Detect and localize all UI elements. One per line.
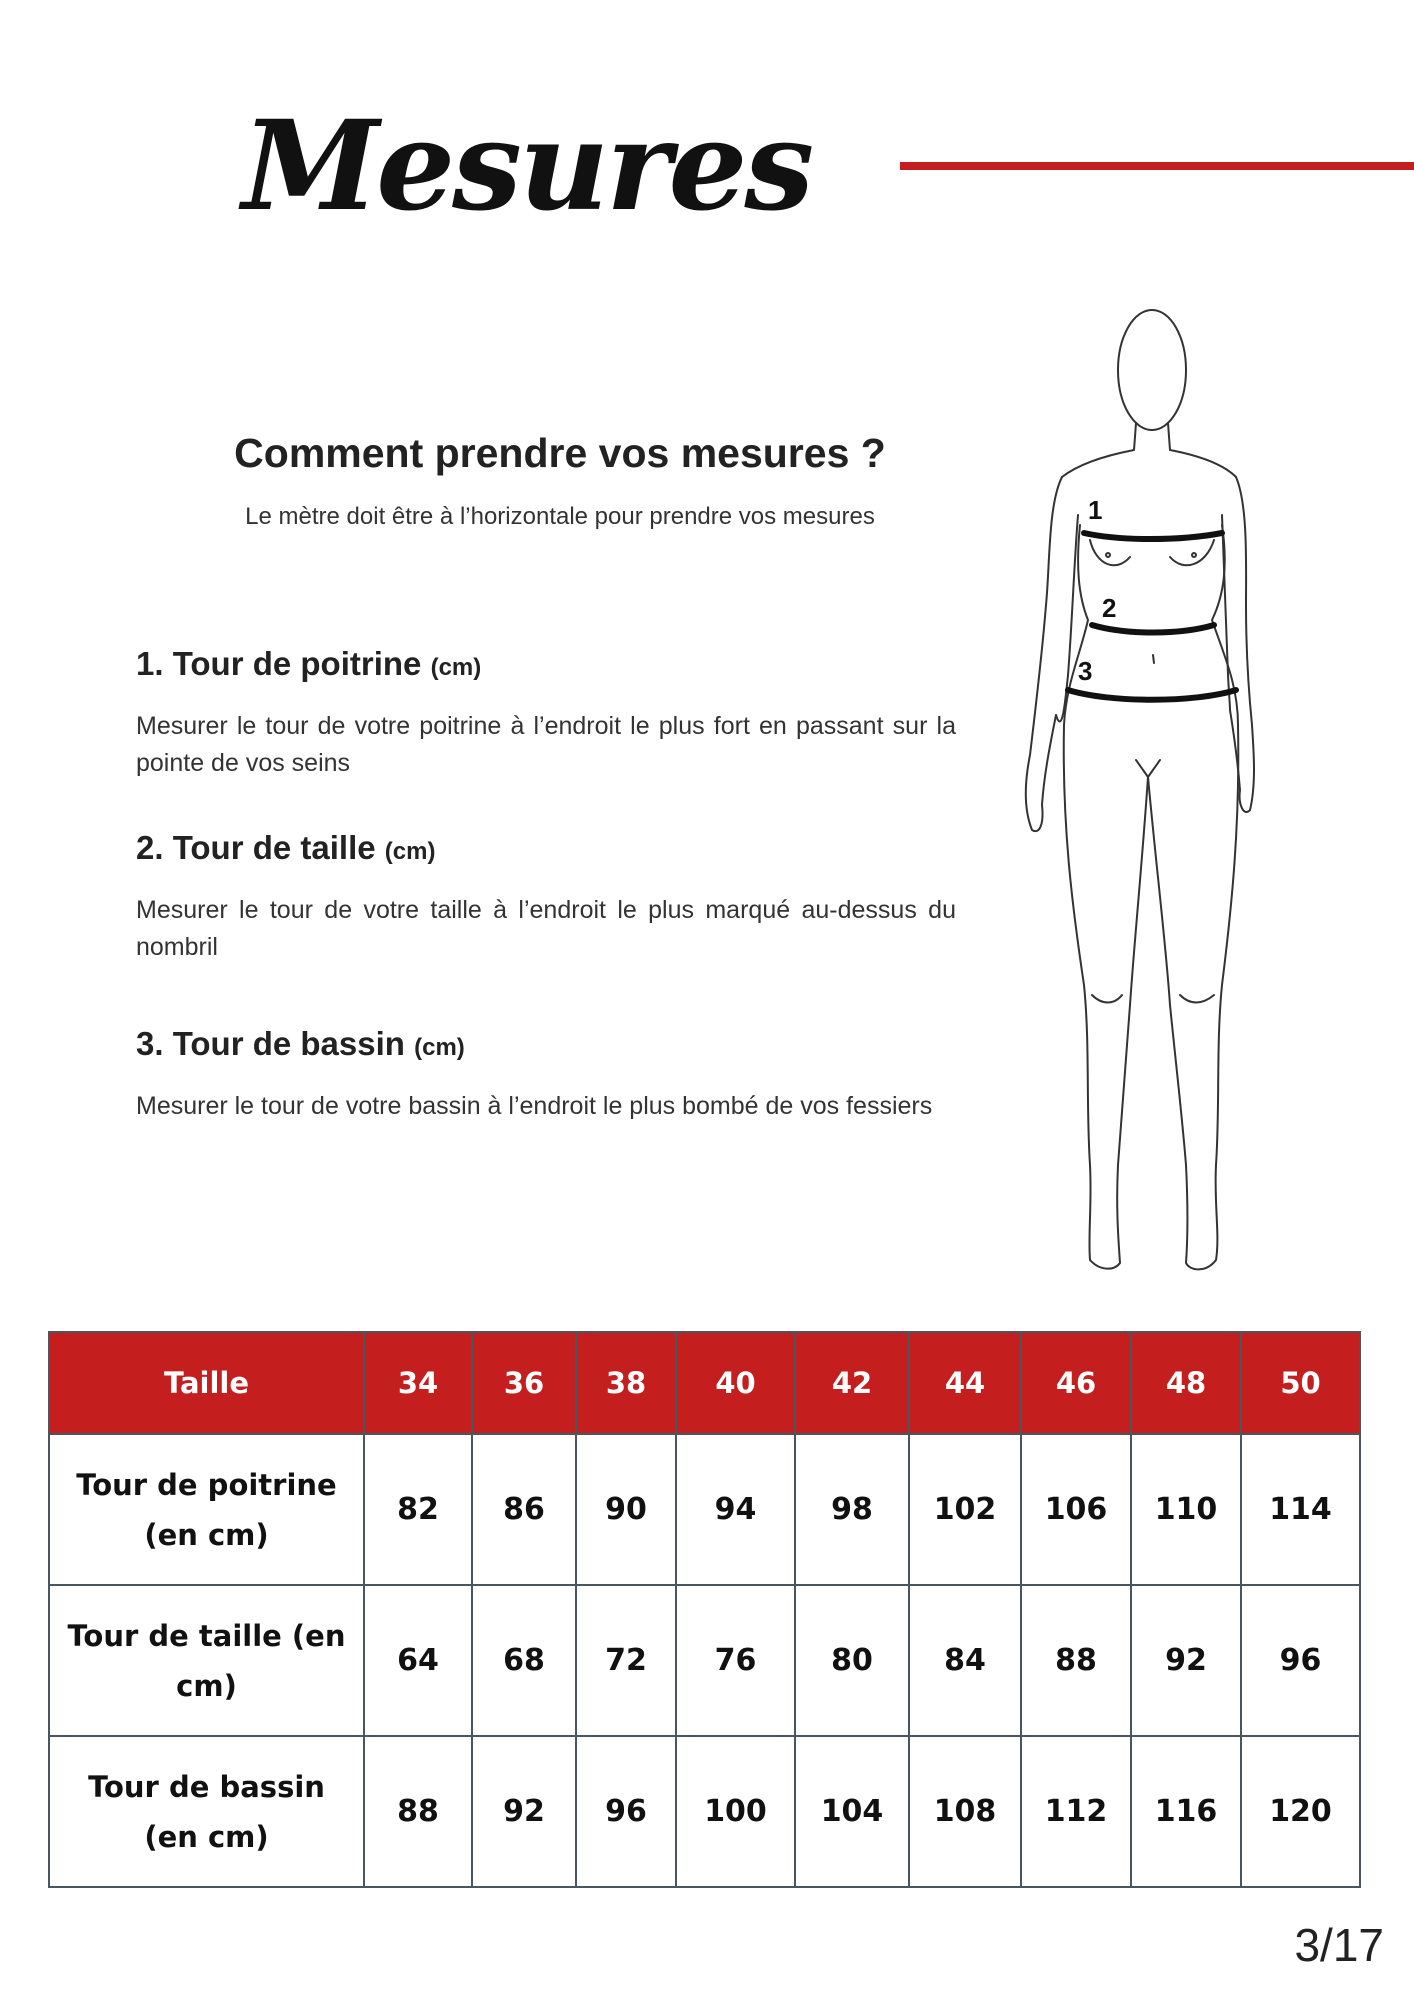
table-cell: 76: [676, 1585, 795, 1736]
table-cell: 116: [1131, 1736, 1241, 1887]
row-label: Tour de bassin (en cm): [49, 1736, 364, 1887]
table-cell: 120: [1241, 1736, 1360, 1887]
step-title: [136, 826, 956, 874]
table-row: [49, 1585, 1360, 1736]
marker-2: 2: [1102, 593, 1117, 623]
row-label: Tour de taille (en cm): [49, 1585, 364, 1736]
table-cell: 86: [472, 1434, 576, 1585]
column-header: 44: [909, 1332, 1021, 1434]
table-cell: 100: [676, 1736, 795, 1887]
marker-1: 1: [1088, 495, 1103, 525]
title-accent-rule: [900, 162, 1414, 170]
table-cell: 82: [364, 1434, 472, 1585]
step-description: Mesurer le tour de votre bassin à l’endroit le plus bombé de vos fessiers: [136, 1092, 933, 1120]
column-header: 48: [1131, 1332, 1241, 1434]
step-title-text: 3. Tour de bassin: [136, 1025, 405, 1062]
table-row: [49, 1434, 1360, 1585]
column-header: 46: [1021, 1332, 1131, 1434]
table-cell: 88: [364, 1736, 472, 1887]
column-header: 36: [472, 1332, 576, 1434]
howto-subtitle: Le mètre doit être à l’horizontale pour prendre vos mesures: [245, 503, 875, 530]
table-cell: 102: [909, 1434, 1021, 1585]
column-header: 38: [576, 1332, 676, 1434]
table-cell: 94: [676, 1434, 795, 1585]
step-unit: (cm): [430, 654, 482, 681]
marker-3: 3: [1078, 656, 1093, 686]
step-waist: [136, 826, 956, 966]
table-header-row: [49, 1332, 1360, 1434]
column-header: 42: [795, 1332, 909, 1434]
howto-heading: Comment prendre vos mesures ?: [234, 430, 886, 476]
step-unit: (cm): [384, 838, 436, 865]
table-cell: 88: [1021, 1585, 1131, 1736]
row-label: Tour de poitrine (en cm): [49, 1434, 364, 1585]
column-header: 40: [676, 1332, 795, 1434]
table-cell: 92: [1131, 1585, 1241, 1736]
table-cell: 106: [1021, 1434, 1131, 1585]
step-title: [136, 642, 956, 690]
table-cell: 80: [795, 1585, 909, 1736]
table-cell: 72: [576, 1585, 676, 1736]
table-cell: 98: [795, 1434, 909, 1585]
table-cell: 110: [1131, 1434, 1241, 1585]
step-title-text: 2. Tour de taille: [136, 829, 376, 866]
table-cell: 64: [364, 1585, 472, 1736]
table-row: [49, 1736, 1360, 1887]
table-cell: 84: [909, 1585, 1021, 1736]
table-cell: 90: [576, 1434, 676, 1585]
body-measurement-diagram-icon: [1010, 305, 1260, 1295]
step-description: Mesurer le tour de votre taille à l’endroit le plus marqué au-dessus du nombril: [136, 896, 956, 961]
column-header: 34: [364, 1332, 472, 1434]
table-cell: 108: [909, 1736, 1021, 1887]
page-number: 3/17: [1294, 1919, 1384, 1971]
step-title: [136, 1022, 956, 1070]
step-hips: [136, 1022, 956, 1125]
column-header: 50: [1241, 1332, 1360, 1434]
step-description: Mesurer le tour de votre poitrine à l’endroit le plus fort en passant sur la pointe de vos seins: [136, 712, 956, 777]
table-cell: 92: [472, 1736, 576, 1887]
table-cell: 96: [576, 1736, 676, 1887]
table-cell: 112: [1021, 1736, 1131, 1887]
table-cell: 96: [1241, 1585, 1360, 1736]
step-title-text: 1. Tour de poitrine: [136, 645, 422, 682]
table-cell: 114: [1241, 1434, 1360, 1585]
page-title: Mesures: [242, 94, 812, 239]
column-header: Taille: [49, 1332, 364, 1434]
step-chest: [136, 642, 956, 782]
table-cell: 68: [472, 1585, 576, 1736]
size-chart-table: [48, 1331, 1361, 1888]
step-unit: (cm): [414, 1034, 465, 1061]
table-cell: 104: [795, 1736, 909, 1887]
